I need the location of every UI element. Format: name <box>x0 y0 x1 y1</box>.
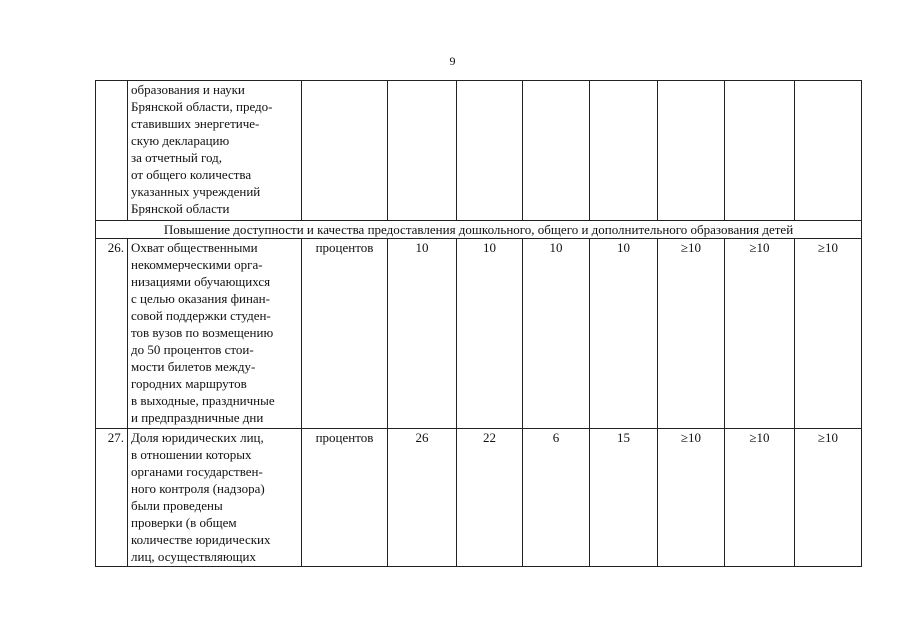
value-cell: 10 <box>457 239 523 429</box>
section-heading: Повышение доступности и качества предоставления дошкольного, общего и дополнительного образования детей <box>96 221 862 239</box>
indicator-name-cell <box>128 81 302 221</box>
name-line: в выходные, праздничные <box>131 393 275 408</box>
name-line: количестве юридических <box>131 532 271 547</box>
row-number: 27. <box>96 429 128 567</box>
name-line: скую декларацию <box>131 133 230 148</box>
table-row <box>96 429 862 567</box>
name-line: органами государствен- <box>131 464 263 479</box>
indicator-name-cell <box>128 239 302 429</box>
value-cell <box>590 81 658 221</box>
name-line: некоммерческими орга- <box>131 257 263 272</box>
value-cell: ≥10 <box>725 239 795 429</box>
name-line: городних маршрутов <box>131 376 247 391</box>
name-line: ставивших энергетиче- <box>131 116 260 131</box>
unit-cell: процентов <box>302 429 388 567</box>
value-cell: ≥10 <box>795 239 862 429</box>
unit-cell: процентов <box>302 239 388 429</box>
section-heading-row <box>96 221 862 239</box>
name-line: с целью оказания финан- <box>131 291 270 306</box>
table-row-continued <box>96 81 862 221</box>
value-cell: ≥10 <box>658 429 725 567</box>
indicator-name-cell <box>128 429 302 567</box>
value-cell <box>523 81 590 221</box>
name-line: тов вузов по возмещению <box>131 325 274 340</box>
name-line: низациями обучающихся <box>131 274 271 289</box>
name-line: за отчетный год, <box>131 150 223 165</box>
name-line: Охват общественными <box>131 240 258 255</box>
name-line: от общего количества <box>131 167 252 182</box>
page-number: 9 <box>449 54 456 68</box>
value-cell <box>658 81 725 221</box>
value-cell: 15 <box>590 429 658 567</box>
unit-cell <box>302 81 388 221</box>
value-cell: 26 <box>388 429 457 567</box>
name-line: лиц, осуществляющих <box>131 549 256 564</box>
value-cell: ≥10 <box>725 429 795 567</box>
name-line: были проведены <box>131 498 223 513</box>
name-line: указанных учреждений <box>131 184 261 199</box>
name-line: образования и науки <box>131 82 245 97</box>
value-cell: ≥10 <box>658 239 725 429</box>
table-row <box>96 239 862 429</box>
value-cell: 6 <box>523 429 590 567</box>
name-line: совой поддержки студен- <box>131 308 271 323</box>
value-cell: 22 <box>457 429 523 567</box>
value-cell: 10 <box>590 239 658 429</box>
row-number-cell <box>96 81 128 221</box>
name-line: проверки (в общем <box>131 515 237 530</box>
value-cell <box>388 81 457 221</box>
value-cell <box>725 81 795 221</box>
name-line: ного контроля (надзора) <box>131 481 265 496</box>
value-cell <box>457 81 523 221</box>
name-line: до 50 процентов стои- <box>131 342 254 357</box>
name-line: Брянской области, предо- <box>131 99 273 114</box>
value-cell: 10 <box>388 239 457 429</box>
name-line: в отношении которых <box>131 447 252 462</box>
value-cell <box>795 81 862 221</box>
name-line: Доля юридических лиц, <box>131 430 264 445</box>
value-cell: 10 <box>523 239 590 429</box>
name-line: Брянской области <box>131 201 230 216</box>
name-line: мости билетов между- <box>131 359 256 374</box>
value-cell: ≥10 <box>795 429 862 567</box>
name-line: и предпраздничные дни <box>131 410 264 425</box>
indicators-table <box>95 80 862 567</box>
row-number: 26. <box>96 239 128 429</box>
